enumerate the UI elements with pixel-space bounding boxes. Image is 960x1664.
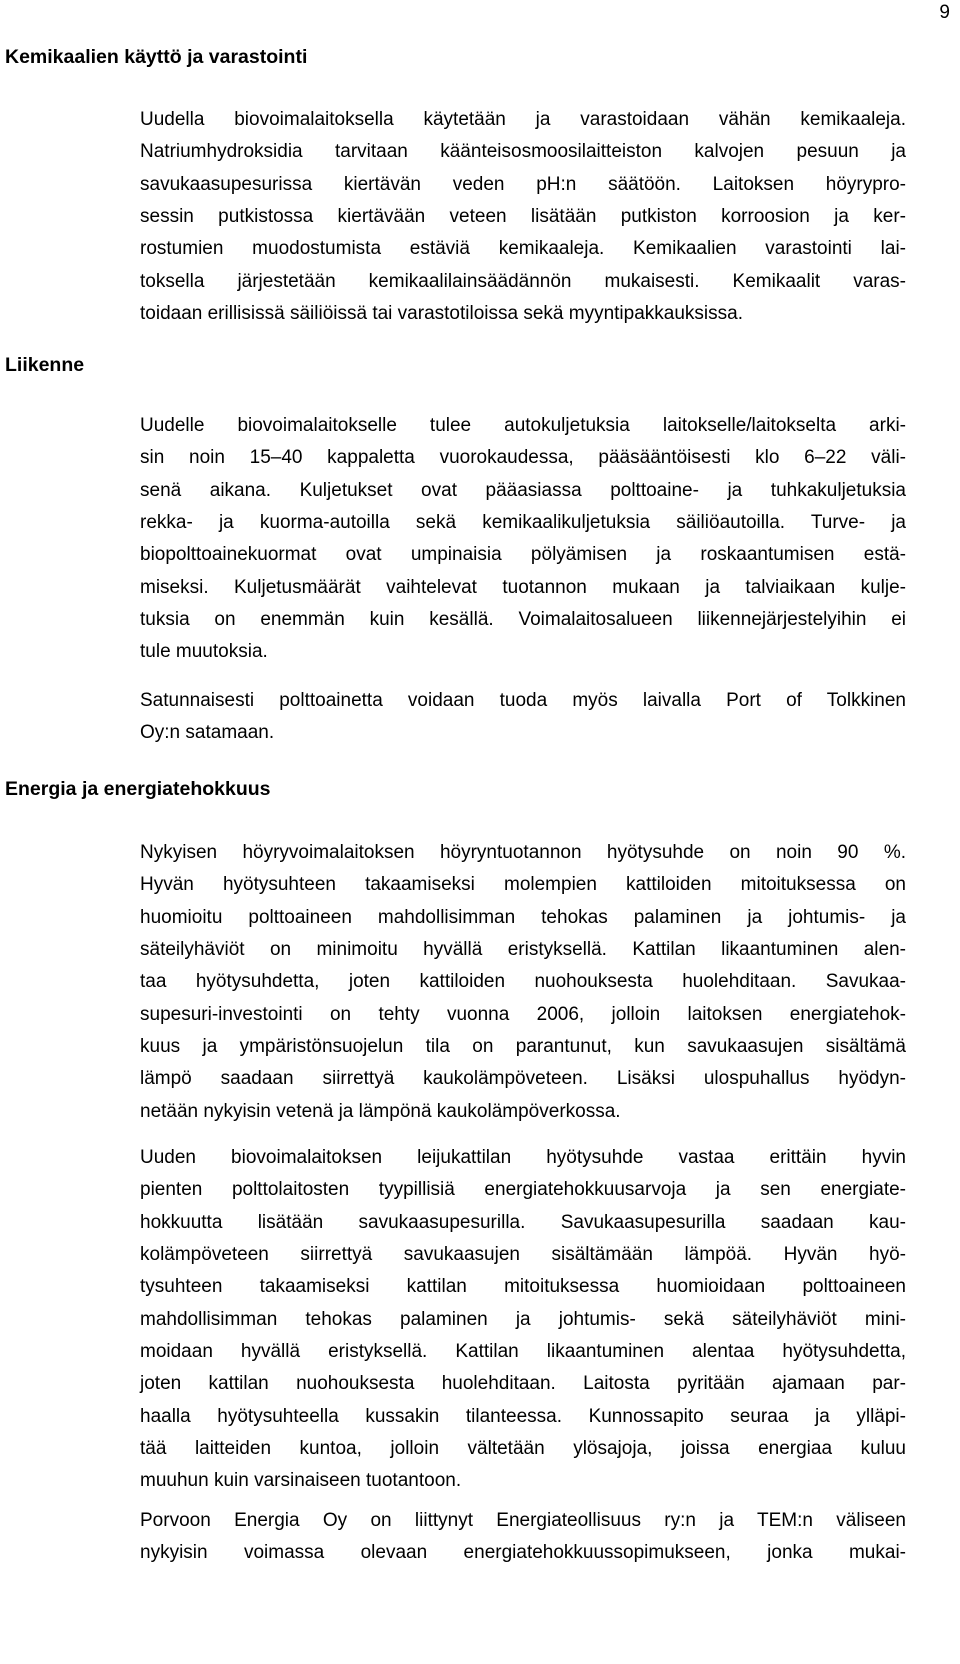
text-line: netään nykyisin vetenä ja lämpönä kaukolämpöverkossa. bbox=[140, 1100, 621, 1122]
text-line: toksella järjestetään kemikaalilainsäädännön mukaisesti. Kemikaalit varas- bbox=[140, 270, 906, 292]
text-line: muuhun kuin varsinaiseen tuotantoon. bbox=[140, 1470, 462, 1492]
page-number: 9 bbox=[939, 2, 950, 23]
text-line: säteilyhäviöt on minimoitu hyvällä eristyksellä. Kattilan likaantuminen alen- bbox=[140, 939, 906, 961]
text-line: sessin putkistossa kiertävään veteen lisätään putkiston korroosion ja ker- bbox=[140, 206, 906, 228]
text-line: Nykyisen höyryvoimalaitoksen höyryntuotannon hyötysuhde on noin 90 %. bbox=[140, 842, 906, 863]
paragraph bbox=[140, 837, 906, 1128]
text-line: kuus ja ympäristönsuojelun tila on parantunut, kun savukaasujen sisältämä bbox=[140, 1036, 906, 1058]
text-line: savukaasupesurissa kiertävän veden pH:n säätöön. Laitoksen höyrypro- bbox=[140, 173, 906, 195]
text-line: tää laitteiden kuntoa, jolloin vältetään ylösajoja, joissa energiaa kuluu bbox=[140, 1438, 906, 1460]
text-line: huomioitu polttoaineen mahdollisimman tehokas palaminen ja johtumis- ja bbox=[140, 906, 906, 928]
text-line: haalla hyötysuhteella kussakin tilanteessa. Kunnossapito seuraa ja ylläpi- bbox=[140, 1405, 906, 1427]
text-line: joten kattilan nuohouksesta huolehditaan. Laitosta pyritään ajamaan par- bbox=[140, 1373, 906, 1395]
text-line: rekka- ja kuorma-autoilla sekä kemikaalikuljetuksia säiliöautoilla. Turve- ja bbox=[140, 512, 906, 534]
text-line: tysuhteen takaamiseksi kattilan mitoituksessa huomioidaan polttoaineen bbox=[140, 1276, 906, 1298]
text-line: Uuden biovoimalaitoksen leijukattilan hyötysuhde vastaa erittäin hyvin bbox=[140, 1147, 906, 1168]
text-line: Porvoon Energia Oy on liittynyt Energiateollisuus ry:n ja TEM:n väliseen bbox=[140, 1510, 906, 1531]
text-line: lämpö saadaan siirrettyä kaukolämpöveteen. Lisäksi ulospuhallus hyödyn- bbox=[140, 1068, 906, 1090]
text-line: pienten polttolaitosten tyypillisiä energiatehokkuusarvoja ja sen energiate- bbox=[140, 1179, 906, 1201]
text-line: Uudella biovoimalaitoksella käytetään ja varastoidaan vähän kemikaaleja. bbox=[140, 109, 906, 130]
text-line: Satunnaisesti polttoainetta voidaan tuoda myös laivalla Port of Tolkkinen bbox=[140, 690, 906, 711]
paragraph bbox=[140, 104, 906, 330]
text-line: taa hyötysuhdetta, joten kattiloiden nuohouksesta huolehditaan. Savukaa- bbox=[140, 971, 906, 993]
paragraph bbox=[140, 685, 906, 750]
section-heading-liikenne: Liikenne bbox=[5, 354, 85, 376]
text-line: hokkuutta lisätään savukaasupesurilla. Savukaasupesurilla saadaan kau- bbox=[140, 1211, 906, 1233]
text-line: moidaan hyvällä eristyksellä. Kattilan likaantuminen alentaa hyötysuhdetta, bbox=[140, 1341, 906, 1363]
section-heading-energia: Energia ja energiatehokkuus bbox=[5, 778, 271, 800]
text-line: toidaan erillisissä säiliöissä tai varastotiloissa sekä myyntipakkauksissa. bbox=[140, 303, 743, 325]
text-line: tuksia on enemmän kuin kesällä. Voimalaitosalueen liikennejärjestelyihin ei bbox=[140, 609, 906, 631]
text-line: senä aikana. Kuljetukset ovat pääasiassa polttoaine- ja tuhkakuljetuksia bbox=[140, 479, 906, 501]
paragraph bbox=[140, 1142, 906, 1498]
text-line: nykyisin voimassa olevaan energiatehokkuussopimukseen, jonka mukai- bbox=[140, 1542, 906, 1564]
section-heading-kemikaalit: Kemikaalien käyttö ja varastointi bbox=[5, 46, 308, 68]
text-line: Oy:n satamaan. bbox=[140, 722, 275, 744]
text-line: tule muutoksia. bbox=[140, 641, 268, 663]
text-line: supesuri-investointi on tehty vuonna 2006, jolloin laitoksen energiatehok- bbox=[140, 1003, 906, 1025]
text-line: biopolttoainekuormat ovat umpinaisia pölyämisen ja roskaantumisen estä- bbox=[140, 544, 906, 566]
paragraph bbox=[140, 1505, 906, 1570]
text-line: Natriumhydroksidia tarvitaan käänteisosmoosilaitteiston kalvojen pesuun ja bbox=[140, 141, 906, 163]
text-line: Uudelle biovoimalaitokselle tulee autokuljetuksia laitokselle/laitokselta arki- bbox=[140, 415, 906, 436]
text-line: mahdollisimman tehokas palaminen ja johtumis- sekä säteilyhäviöt mini- bbox=[140, 1308, 906, 1330]
text-line: kolämpöveteen siirrettyä savukaasujen sisältämään lämpöä. Hyvän hyö- bbox=[140, 1244, 906, 1266]
text-line: Hyvän hyötysuhteen takaamiseksi molempien kattiloiden mitoituksessa on bbox=[140, 874, 906, 896]
text-line: sin noin 15–40 kappaletta vuorokaudessa, pääsääntöisesti klo 6–22 väli- bbox=[140, 447, 906, 469]
text-line: miseksi. Kuljetusmäärät vaihtelevat tuotannon mukaan ja talviaikaan kulje- bbox=[140, 576, 906, 598]
text-line: rostumien muodostumista estäviä kemikaaleja. Kemikaalien varastointi lai- bbox=[140, 238, 906, 260]
paragraph bbox=[140, 410, 906, 669]
